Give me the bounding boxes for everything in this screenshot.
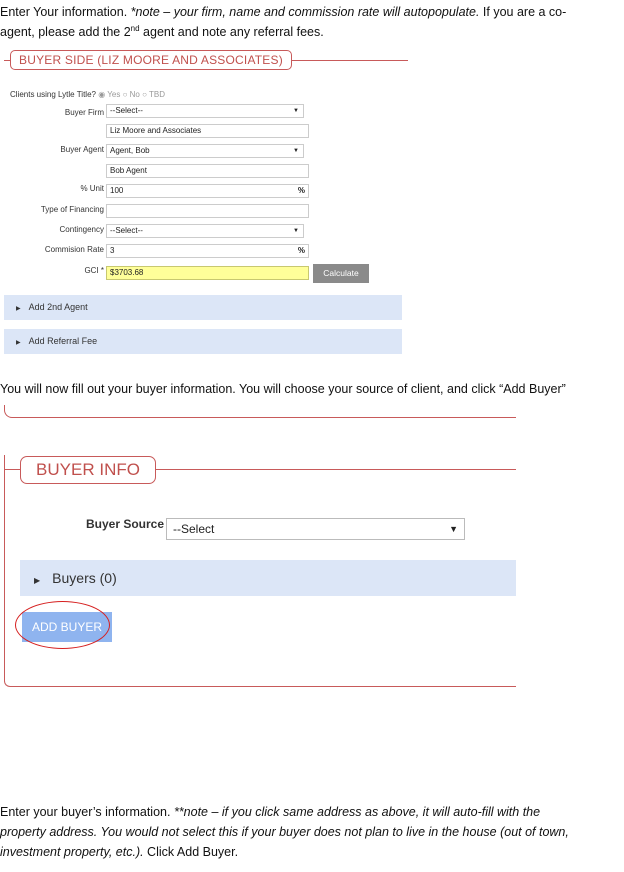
buyer-firm-name[interactable]: Liz Moore and Associates xyxy=(106,124,309,138)
caret-right-icon: ▶ xyxy=(34,576,41,585)
intro-text: Enter Your information. xyxy=(0,5,131,19)
intro-text-2: If you are a co- xyxy=(479,5,567,19)
radio-yes[interactable]: ◉ Yes xyxy=(98,90,121,99)
highlight-circle xyxy=(15,601,110,649)
financing-label: Type of Financing xyxy=(40,205,104,214)
buyer-firm-label: Buyer Firm xyxy=(64,108,104,117)
gci-label: GCI * xyxy=(84,266,104,275)
fieldset-border xyxy=(156,469,516,470)
add-2nd-agent-accordion[interactable] xyxy=(4,295,402,320)
buyers-accordion-label: Buyers (0) xyxy=(52,570,117,586)
unit-suffix: % xyxy=(297,186,305,195)
radio-tbd-label: TBD xyxy=(149,90,166,99)
outro-note-3: investment property, etc.). xyxy=(0,845,144,859)
fieldset-border xyxy=(274,60,408,61)
radio-yes-label: Yes xyxy=(107,90,121,99)
intro-line-1 xyxy=(0,2,624,22)
caret-right-icon: ▶ xyxy=(16,306,21,312)
caret-right-icon: ▶ xyxy=(16,340,21,346)
buyer-side-legend: BUYER SIDE (LIZ MOORE AND ASSOCIATES) xyxy=(10,50,292,70)
intro-note: *note – your firm, name and commission rate will autopopulate. xyxy=(130,5,480,19)
buyer-source-label: Buyer Source xyxy=(86,517,165,531)
unit-value: 100 xyxy=(110,186,124,195)
outro-text-2: Click Add Buyer. xyxy=(143,845,239,859)
fieldset-border xyxy=(4,469,20,470)
instruction-paragraph: You will now fill out your buyer information. You will choose your source of client, and click “Add Buyer” xyxy=(0,382,566,396)
add-buyer-button[interactable]: ADD BUYER xyxy=(22,612,112,642)
buyer-side-panel xyxy=(4,50,408,290)
intro-line-2 xyxy=(0,22,624,42)
commission-suffix: % xyxy=(297,246,305,255)
contingency-select[interactable]: --Select-- ▼ xyxy=(106,224,304,238)
commission-value: 3 xyxy=(110,246,115,255)
radio-no-label: No xyxy=(129,90,140,99)
contingency-label: Contingency xyxy=(59,225,104,234)
commission-label: Commision Rate xyxy=(44,245,104,254)
add-2nd-agent-label: Add 2nd Agent xyxy=(28,302,88,312)
lytle-title-label: Clients using Lytle Title? xyxy=(10,90,96,99)
buyer-agent-name[interactable]: Bob Agent xyxy=(106,164,309,178)
outro-text: Enter your buyer’s information. xyxy=(0,805,174,819)
intro-text-3: agent, please add the 2 xyxy=(0,25,131,39)
calculate-button[interactable]: Calculate xyxy=(313,264,369,283)
intro-text-4: agent and note any referral fees. xyxy=(139,25,324,39)
outro-line-3 xyxy=(0,842,624,862)
outro-note-1: **note – if you click same address as above, it will auto-fill with the xyxy=(173,805,541,819)
outro-line-1 xyxy=(0,802,624,822)
buyers-accordion[interactable] xyxy=(20,560,516,596)
unit-input[interactable] xyxy=(106,184,309,198)
buyer-firm-select[interactable]: --Select-- ▼ xyxy=(106,104,304,118)
outro-note-2: property address. You would not select this if your buyer does not plan to live in the house (out of town, xyxy=(0,825,569,839)
radio-tbd[interactable]: ○ TBD xyxy=(142,90,166,99)
gci-input[interactable]: $3703.68 xyxy=(106,266,309,280)
unit-label: % Unit xyxy=(80,184,104,193)
section-separator xyxy=(4,405,516,418)
outro-line-2 xyxy=(0,822,624,842)
outro-paragraph xyxy=(0,802,624,862)
add-referral-fee-accordion[interactable] xyxy=(4,329,402,354)
commission-input[interactable] xyxy=(106,244,309,258)
add-referral-fee-label: Add Referral Fee xyxy=(28,336,98,346)
radio-no[interactable]: ○ No xyxy=(122,90,140,99)
buyer-agent-select[interactable]: Agent, Bob ▼ xyxy=(106,144,304,158)
buyer-agent-label: Buyer Agent xyxy=(60,145,104,154)
intro-paragraph xyxy=(0,2,624,42)
buyer-info-legend: BUYER INFO xyxy=(20,456,156,484)
lytle-title-row xyxy=(10,90,310,99)
intro-sup: nd xyxy=(130,23,140,33)
buyer-source-select[interactable]: --Select ▼ xyxy=(166,518,465,540)
financing-input[interactable] xyxy=(106,204,309,218)
